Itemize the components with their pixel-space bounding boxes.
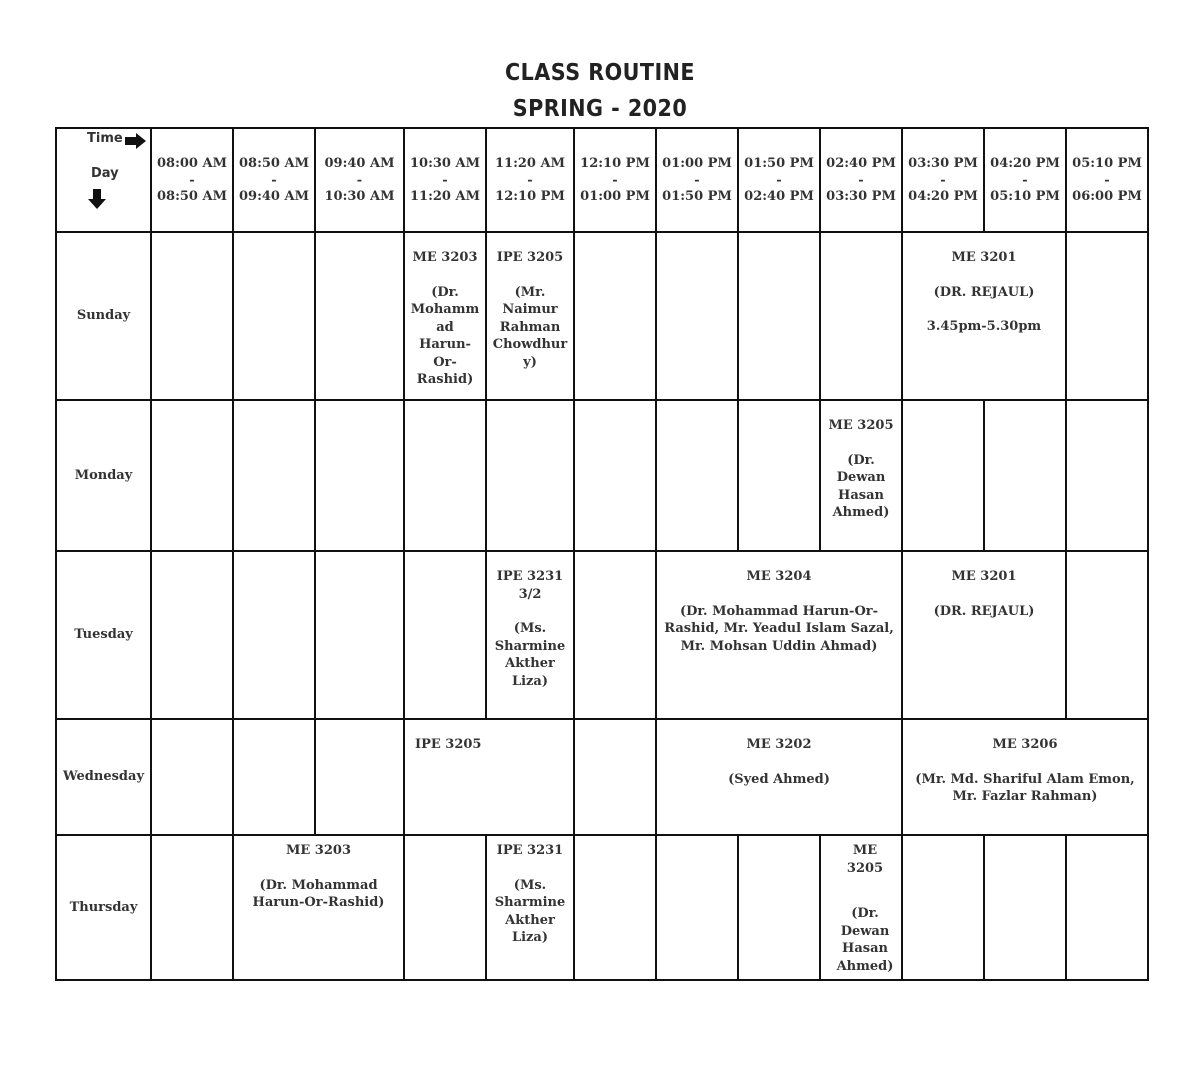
course-code: ME 3205	[828, 418, 894, 433]
empty-cell	[233, 400, 315, 551]
class-cell	[820, 400, 902, 551]
course-code: ME 3203	[412, 250, 478, 265]
empty-cell	[738, 400, 820, 551]
teacher-name: (DR. REJAUL)	[933, 284, 1035, 300]
empty-cell	[233, 719, 315, 835]
row-wednesday	[56, 719, 1148, 835]
row-sunday	[56, 232, 1148, 400]
teacher-name: (Ms. Sharmine Akther Liza)	[494, 621, 566, 689]
time-slot: 02:40 PM - 03:30 PM	[820, 128, 902, 232]
page-subtitle: SPRING - 2020	[512, 96, 688, 122]
teacher-name: (DR. REJAUL)	[933, 603, 1035, 619]
time-slot: 04:20 PM - 05:10 PM	[984, 128, 1066, 232]
empty-cell	[315, 551, 404, 719]
teacher-name: (Ms. Sharmine Akther Liza)	[494, 877, 566, 945]
header-row	[56, 128, 1148, 232]
class-routine-table	[55, 127, 1149, 981]
empty-cell	[738, 835, 820, 980]
teacher-name: (Dr. Mohamm ad Harun- Or- Rashid)	[410, 284, 480, 387]
empty-cell	[738, 232, 820, 400]
class-time: 3.45pm-5.30pm	[926, 319, 1042, 334]
day-thursday: Thursday	[56, 835, 151, 980]
time-slot: 01:50 PM - 02:40 PM	[738, 128, 820, 232]
course-code: ME 3201	[951, 250, 1017, 265]
empty-cell	[574, 232, 656, 400]
class-cell	[656, 719, 902, 835]
course-code: IPE 3205	[496, 250, 564, 265]
time-slot: 05:10 PM - 06:00 PM	[1066, 128, 1148, 232]
empty-cell	[1066, 400, 1148, 551]
empty-cell	[984, 400, 1066, 551]
empty-cell	[151, 719, 233, 835]
course-code: IPE 3231	[496, 843, 564, 858]
course-code: ME 3206	[992, 737, 1058, 752]
teacher-name: (Mr. Md. Shariful Alam Emon, Mr. Fazlar Rahman)	[915, 771, 1135, 804]
teacher-name: (Dr. Dewan Hasan Ahmed)	[832, 452, 890, 520]
time-slot: 03:30 PM - 04:20 PM	[902, 128, 984, 232]
empty-cell	[902, 835, 984, 980]
empty-cell	[404, 835, 486, 980]
teacher-name: (Dr. Mohammad Harun-Or-Rashid)	[252, 877, 385, 910]
empty-cell	[574, 719, 656, 835]
class-cell	[902, 232, 1066, 400]
course-code: ME 3201	[951, 569, 1017, 584]
class-cell	[486, 551, 574, 719]
empty-cell	[315, 400, 404, 551]
empty-cell	[574, 551, 656, 719]
empty-cell	[151, 551, 233, 719]
time-slot: 01:00 PM - 01:50 PM	[656, 128, 738, 232]
corner-cell	[56, 128, 151, 232]
time-slot: 11:20 AM - 12:10 PM	[486, 128, 574, 232]
empty-cell	[233, 551, 315, 719]
note-cell	[486, 400, 574, 551]
empty-cell	[315, 232, 404, 400]
empty-cell	[1066, 835, 1148, 980]
class-cell	[820, 835, 902, 980]
empty-cell	[151, 232, 233, 400]
day-label: Day	[91, 166, 119, 181]
time-slot: 08:50 AM - 09:40 AM	[233, 128, 315, 232]
empty-cell	[233, 232, 315, 400]
empty-cell	[656, 232, 738, 400]
class-cell	[404, 719, 574, 835]
empty-cell	[404, 400, 486, 551]
empty-cell	[902, 400, 984, 551]
empty-cell	[656, 400, 738, 551]
empty-cell	[656, 835, 738, 980]
day-wednesday: Wednesday	[56, 719, 151, 835]
row-tuesday	[56, 551, 1148, 719]
day-tuesday: Tuesday	[56, 551, 151, 719]
teacher-name: (Dr. Mohammad Harun-Or- Rashid, Mr. Yeadul Islam Sazal, Mr. Mohsan Uddin Ahmad)	[664, 603, 894, 654]
empty-cell	[1066, 232, 1148, 400]
time-label: Time	[87, 131, 123, 146]
teacher-name: (Dr. Dewan Hasan Ahmed)	[836, 906, 894, 974]
empty-cell	[151, 400, 233, 551]
teacher-name: (Syed Ahmed)	[728, 771, 830, 787]
class-cell	[902, 551, 1066, 719]
empty-cell	[404, 551, 486, 719]
teacher-name: (Mr. Naimur Rahman Chowdhur y)	[492, 284, 568, 370]
empty-cell	[1066, 551, 1148, 719]
class-cell	[233, 835, 404, 980]
day-sunday: Sunday	[56, 232, 151, 400]
page-title: CLASS ROUTINE	[505, 60, 695, 86]
course-code: ME 3205	[846, 843, 884, 876]
row-thursday	[56, 835, 1148, 980]
class-cell	[656, 551, 902, 719]
course-code: ME 3204	[746, 569, 812, 584]
time-slot: 08:00 AM - 08:50 AM	[151, 128, 233, 232]
empty-cell	[151, 835, 233, 980]
course-code: ME 3203	[285, 843, 351, 858]
handwritten-note	[487, 401, 573, 449]
empty-cell	[984, 835, 1066, 980]
course-code: IPE 3205	[415, 737, 482, 752]
empty-cell	[574, 835, 656, 980]
class-cell	[404, 232, 486, 400]
empty-cell	[315, 719, 404, 835]
course-code: IPE 3231 3/2	[496, 569, 564, 602]
row-monday	[56, 400, 1148, 551]
course-code: ME 3202	[746, 737, 812, 752]
day-monday: Monday	[56, 400, 151, 551]
empty-cell	[820, 232, 902, 400]
time-slot: 12:10 PM - 01:00 PM	[574, 128, 656, 232]
class-cell	[486, 232, 574, 400]
time-slot: 09:40 AM - 10:30 AM	[315, 128, 404, 232]
class-cell	[902, 719, 1148, 835]
empty-cell	[574, 400, 656, 551]
time-slot: 10:30 AM - 11:20 AM	[404, 128, 486, 232]
class-cell	[486, 835, 574, 980]
